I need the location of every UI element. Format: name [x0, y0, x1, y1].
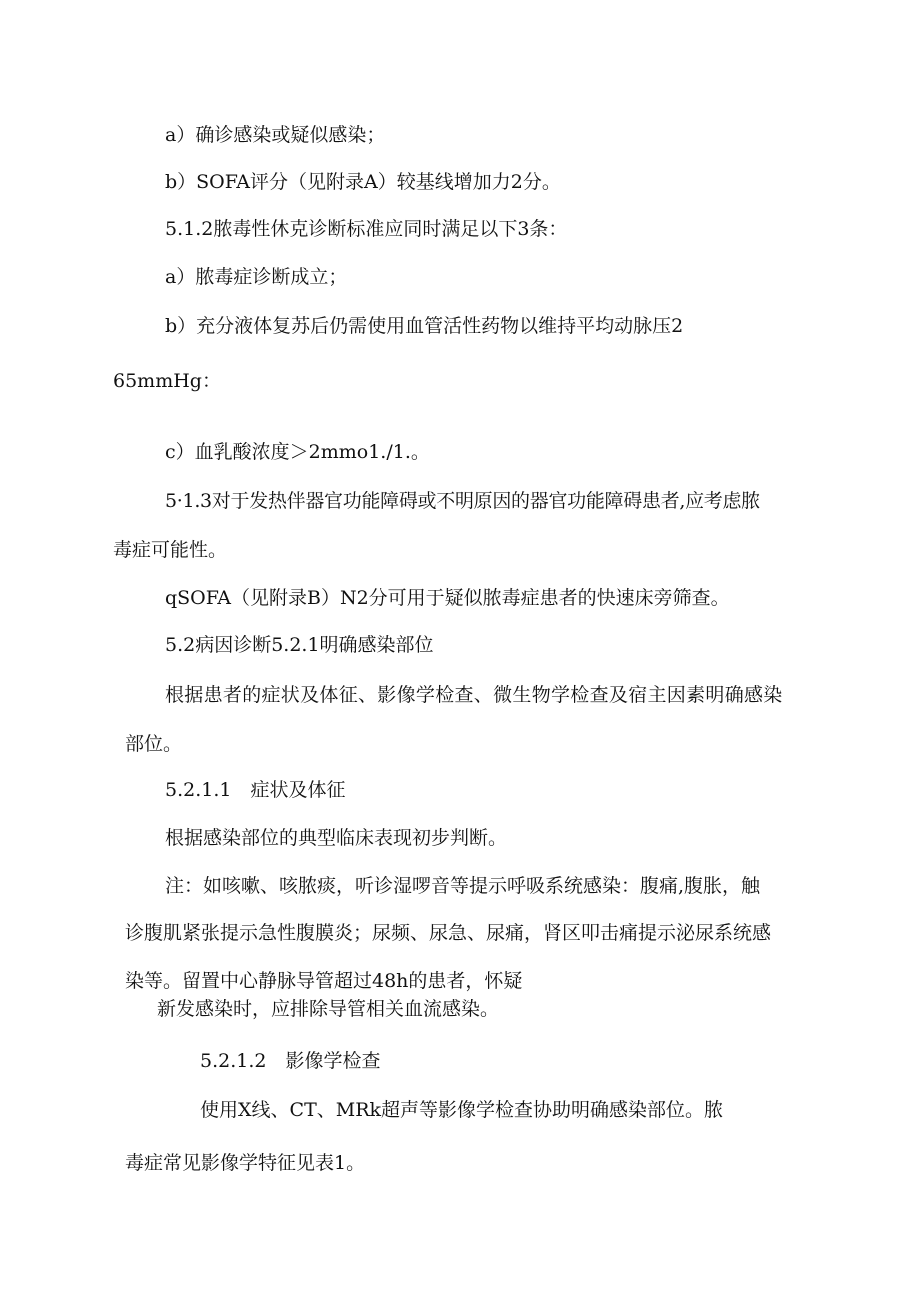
- note-line: 新发感染时，应排除导管相关血流感染。: [157, 998, 500, 1020]
- text-line: b）充分液体复苏后仍需使用血管活性药物以维持平均动脉压2: [165, 315, 684, 337]
- text-line: 根据感染部位的典型临床表现初步判断。: [165, 827, 508, 849]
- section-heading: 5·1.3对于发热伴器官功能障碍或不明原因的器官功能障碍患者,应考虑脓: [165, 490, 760, 512]
- text-line: 使用X线、CT、MRk超声等影像学检查协助明确感染部位。脓: [200, 1099, 724, 1121]
- note-line: 注：如咳嗽、咳脓痰，听诊湿啰音等提示呼吸系统感染：腹痛,腹胀，触: [165, 875, 761, 897]
- text-line: qSOFA（见附录B）N2分可用于疑似脓毒症患者的快速床旁筛查。: [165, 587, 730, 609]
- text-line: 部位。: [125, 733, 183, 755]
- text-line: 65mmHg：: [113, 370, 221, 392]
- text-line: 根据患者的症状及体征、影像学检查、微生物学检查及宿主因素明确感染: [165, 684, 783, 706]
- text-line: a）脓毒症诊断成立；: [165, 266, 348, 288]
- section-heading: 5.2病因诊断5.2.1明确感染部位: [165, 634, 434, 656]
- text-line: c）血乳酸浓度＞2mmo1./1.。: [165, 441, 430, 463]
- section-heading: 5.1.2脓毒性休克诊断标准应同时满足以下3条：: [165, 218, 568, 240]
- note-line: 诊腹肌紧张提示急性腹膜炎；尿频、尿急、尿痛，肾区叩击痛提示泌尿系统感: [125, 922, 772, 944]
- section-heading: 5.2.1.1 症状及体征: [165, 779, 346, 801]
- text-line: a）确诊感染或疑似感染；: [165, 124, 386, 146]
- note-line: 染等。留置中心静脉导管超过48h的患者，怀疑: [125, 970, 523, 992]
- text-line: b）SOFA评分（见附录A）较基线增加力2分。: [165, 171, 561, 193]
- section-heading: 5.2.1.2 影像学检查: [200, 1050, 381, 1072]
- text-line: 毒症常见影像学特征见表1。: [125, 1152, 366, 1174]
- text-line: 毒症可能性。: [113, 539, 228, 561]
